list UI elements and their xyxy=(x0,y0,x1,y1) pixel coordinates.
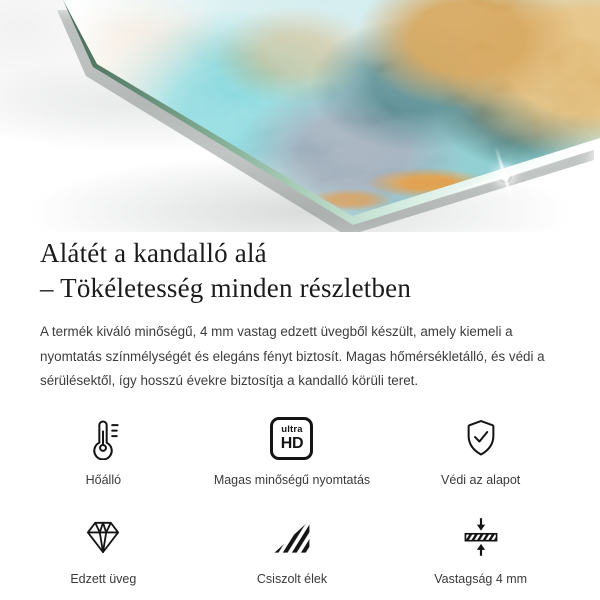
ultra-hd-icon-text-bottom: HD xyxy=(280,434,304,452)
feature-label: Vastagság 4 mm xyxy=(434,572,528,587)
page-title-line1: Alátét a kandalló alá xyxy=(40,238,267,268)
hero-product-photo xyxy=(0,0,600,232)
feature-thickness xyxy=(386,514,575,586)
thickness-icon xyxy=(386,514,575,560)
feature-tempered-glass xyxy=(9,514,198,586)
product-description: A termék kiváló minőségű, 4 mm vastag edzett üvegből készült, amely kiemeli a nyomtatás színmélységét és elegáns fényt biztosít. Magas hőmérsékletálló, és védi a sérülésektől, így hosszú évekre biztosítja a kandalló körüli teret. xyxy=(40,324,545,388)
polished-edges-icon xyxy=(198,514,387,560)
ultra-hd-icon-text-top: ultra xyxy=(281,424,303,436)
feature-label: Hőálló xyxy=(85,473,122,488)
feature-heat-resistant xyxy=(9,415,198,487)
content-section xyxy=(0,232,600,393)
shield-check-icon xyxy=(386,415,575,461)
feature-label: Edzett üveg xyxy=(70,572,137,587)
page-title-line2: – Tökéletesség minden részletben xyxy=(40,273,412,304)
feature-protects-base xyxy=(386,415,575,487)
ultra-hd-icon xyxy=(198,415,387,461)
thermometer-icon xyxy=(9,415,198,461)
features-grid xyxy=(9,415,575,586)
diamond-icon xyxy=(9,514,198,560)
feature-label: Csiszolt élek xyxy=(256,572,328,587)
feature-label: Védi az alapot xyxy=(441,473,521,488)
feature-polished-edges xyxy=(198,514,387,586)
feature-label: Magas minőségű nyomtatás xyxy=(213,473,371,488)
page-title xyxy=(40,236,562,306)
feature-high-quality-print xyxy=(198,415,387,487)
